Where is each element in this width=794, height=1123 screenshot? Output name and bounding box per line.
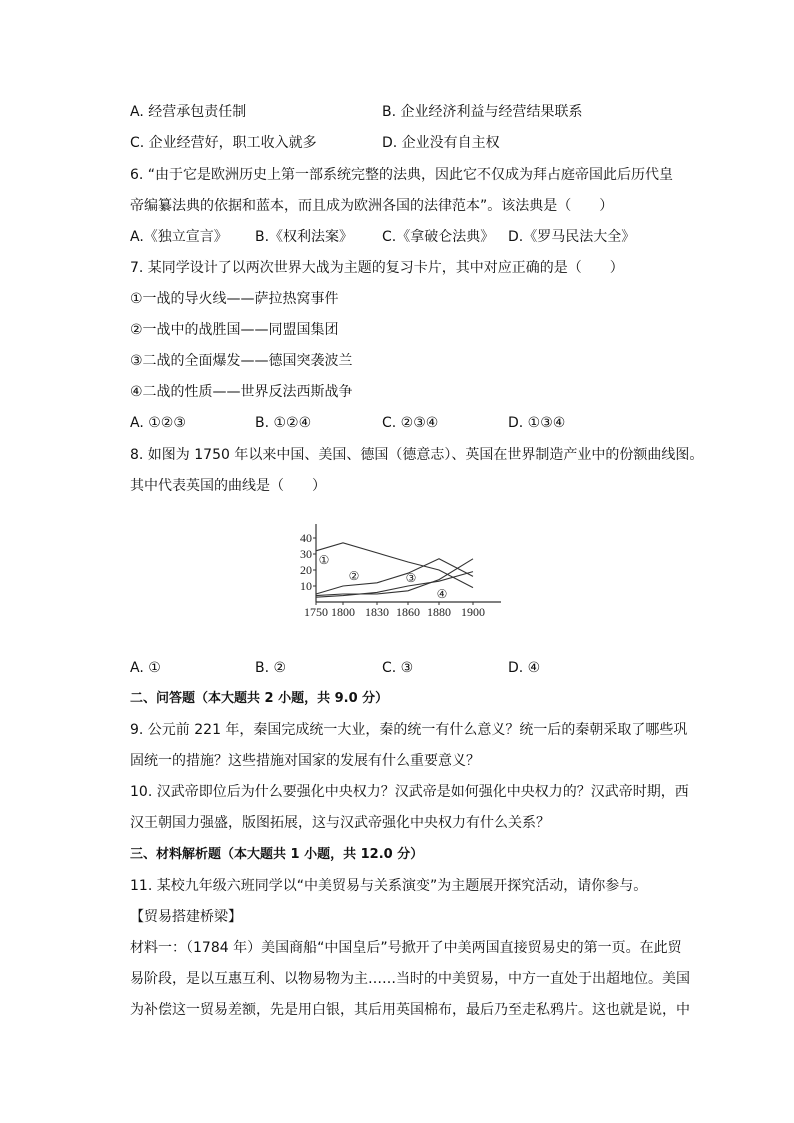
q8-stem-line2: 其中代表英国的曲线是（ ） xyxy=(130,478,326,494)
q7-option-c: C. ②③④ xyxy=(382,415,439,431)
q11-stem: 11. 某校九年级六班同学以“中美贸易与关系演变”为主题展开探究活动，请你参与。 xyxy=(130,878,648,894)
q7-option-b: B. ①②④ xyxy=(255,415,312,431)
q5-option-d: D. 企业没有自主权 xyxy=(382,135,500,151)
q9-line1: 9. 公元前 221 年，秦国完成统一大业，秦的统一有什么意义？统一后的秦朝采取了哪些巩 xyxy=(130,722,688,738)
q10-line1: 10. 汉武帝即位后为什么要强化中央权力？汉武帝是如何强化中央权力的？汉武帝时期，西 xyxy=(130,784,689,800)
q6-option-c: C.《拿破仑法典》 xyxy=(382,229,495,245)
q5-option-c: C. 企业经营好，职工收入就多 xyxy=(130,135,317,151)
q8-option-b: B. ② xyxy=(255,660,287,676)
q7-item-4: ④二战的性质——世界反法西斯战争 xyxy=(130,384,353,400)
series-label-4: ④ xyxy=(436,587,448,601)
section3-heading: 三、材料解析题（本大题共 1 小题，共 12.0 分） xyxy=(130,847,424,862)
q5-option-a: A. 经营承包责任制 xyxy=(130,104,247,120)
series-label-3: ③ xyxy=(405,571,417,585)
q8-option-d: D. ④ xyxy=(508,660,541,676)
y-tick-label: 30 xyxy=(300,547,312,561)
q7-item-1: ①一战的导火线——萨拉热窝事件 xyxy=(130,291,339,307)
series-label-2: ② xyxy=(348,569,360,583)
q7-stem: 7. 某同学设计了以两次世界大战为主题的复习卡片，其中对应正确的是（ ） xyxy=(130,260,624,276)
y-tick-label: 10 xyxy=(300,579,312,593)
q6-option-a: A.《独立宣言》 xyxy=(130,229,228,245)
series-label-1: ① xyxy=(318,553,330,567)
q6-option-d: D.《罗马民法大全》 xyxy=(508,229,636,245)
q8-option-c: C. ③ xyxy=(382,660,414,676)
chart-series xyxy=(316,543,473,597)
q6-stem-line2: 帝编纂法典的依据和蓝本，而且成为欧洲各国的法律范本”。该法典是（ ） xyxy=(130,198,614,214)
q8-option-a: A. ① xyxy=(130,660,161,676)
q6-option-b: B.《权利法案》 xyxy=(255,229,354,245)
q9-line2: 固统一的措施？这些措施对国家的发展有什么重要意义？ xyxy=(130,753,480,769)
material1-line3: 为补偿这一贸易差额，先是用白银，其后用英国棉布，最后乃至走私鸦片。这也就是说，中 xyxy=(130,1002,690,1018)
x-tick-label: 1880 xyxy=(427,605,451,619)
q7-option-d: D. ①③④ xyxy=(508,415,566,431)
q10-line2: 汉王朝国力强盛，版图拓展，这与汉武帝强化中央权力有什么关系？ xyxy=(130,815,550,831)
x-tick-label: 1900 xyxy=(461,605,485,619)
q7-item-2: ②一战中的战胜国——同盟国集团 xyxy=(130,322,339,338)
x-tick-label: 1800 xyxy=(331,605,355,619)
q7-item-3: ③二战的全面爆发——德国突袭波兰 xyxy=(130,353,353,369)
y-tick-label: 20 xyxy=(300,563,312,577)
y-tick-label: 40 xyxy=(300,531,312,545)
x-tick-label: 1860 xyxy=(396,605,420,619)
q5-option-b: B. 企业经济利益与经营结果联系 xyxy=(382,104,583,120)
q8-stem-line1: 8. 如图为 1750 年以来中国、美国、德国（德意志）、英国在世界制造产业中的份额曲线图。 xyxy=(130,447,704,463)
material1-line2: 易阶段，是以互惠互利、以物易物为主……当时的中美贸易，中方一直处于出超地位。美国 xyxy=(130,971,690,987)
x-tick-label: 1830 xyxy=(365,605,389,619)
q7-option-a: A. ①②③ xyxy=(130,415,186,431)
share-line-chart xyxy=(296,520,506,620)
section2-heading: 二、问答题（本大题共 2 小题，共 9.0 分） xyxy=(130,691,389,706)
x-tick-label: 1750 xyxy=(304,605,328,619)
chart-axes xyxy=(300,524,501,619)
series-line-1 xyxy=(316,543,473,588)
q11-subheading: 【贸易搭建桥梁】 xyxy=(130,909,242,925)
q6-stem-line1: 6. “由于它是欧洲历史上第一部系统完整的法典，因此它不仅成为拜占庭帝国此后历代皇 xyxy=(130,167,674,183)
material1-line1: 材料一：（1784 年）美国商船“中国皇后”号掀开了中美两国直接贸易史的第一页。在此贸 xyxy=(130,940,682,956)
